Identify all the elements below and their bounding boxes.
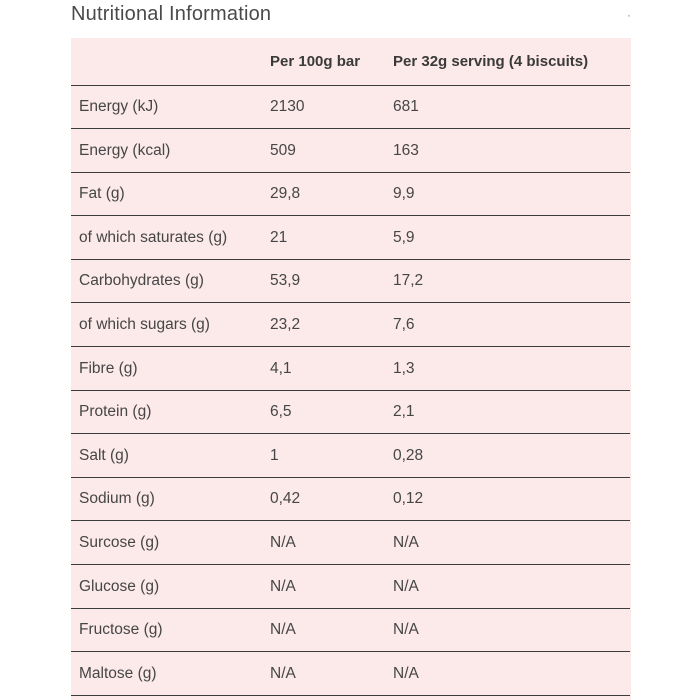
value-per-serving: N/A <box>393 534 419 551</box>
nutrient-name: Energy (kJ) <box>79 98 159 115</box>
table-row <box>71 130 630 173</box>
value-per-100g: N/A <box>270 578 296 595</box>
value-per-serving: 1,3 <box>393 360 415 377</box>
value-per-100g: 1 <box>270 447 279 464</box>
value-per-100g: N/A <box>270 621 296 638</box>
nutrient-name: Glucose (g) <box>79 578 160 595</box>
value-per-serving: 17,2 <box>393 272 424 289</box>
nutrient-name: Sodium (g) <box>79 490 155 507</box>
nutrient-name: Protein (g) <box>79 403 152 420</box>
nutrient-name: Maltose (g) <box>79 665 157 682</box>
value-per-100g: 2130 <box>270 98 305 115</box>
table-row <box>71 566 630 609</box>
table-row <box>71 217 630 260</box>
table-row <box>71 173 630 216</box>
nutrient-name: of which sugars (g) <box>79 316 210 333</box>
table-row <box>71 348 630 391</box>
nutrient-name: Fat (g) <box>79 185 125 202</box>
value-per-serving: 163 <box>393 142 419 159</box>
value-per-100g: N/A <box>270 665 296 682</box>
value-per-100g: 509 <box>270 142 296 159</box>
value-per-serving: 0,12 <box>393 490 424 507</box>
nutrient-name: of which saturates (g) <box>79 229 228 246</box>
value-per-serving: 5,9 <box>393 229 415 246</box>
nutrient-name: Salt (g) <box>79 447 129 464</box>
nutrient-name: Fructose (g) <box>79 621 163 638</box>
corner-dot-icon: · <box>627 8 631 22</box>
value-per-serving: N/A <box>393 665 419 682</box>
value-per-100g: 23,2 <box>270 316 301 333</box>
header-per-serving: Per 32g serving (4 biscuits) <box>393 53 589 70</box>
table-row <box>71 304 630 347</box>
value-per-100g: N/A <box>270 534 296 551</box>
table-row <box>71 653 630 696</box>
value-per-serving: N/A <box>393 621 419 638</box>
table-row <box>71 86 630 129</box>
value-per-serving: 2,1 <box>393 403 415 420</box>
nutrient-name: Surcose (g) <box>79 534 160 551</box>
table-row <box>71 260 630 303</box>
table-row <box>71 435 630 478</box>
value-per-serving: 0,28 <box>393 447 424 464</box>
nutrient-name: Energy (kcal) <box>79 142 171 159</box>
table-row <box>71 478 630 521</box>
table-row <box>71 522 630 565</box>
table-row <box>71 609 630 652</box>
value-per-100g: 0,42 <box>270 490 301 507</box>
header-per-100g: Per 100g bar <box>270 53 361 70</box>
value-per-serving: 7,6 <box>393 316 415 333</box>
value-per-serving: 9,9 <box>393 185 415 202</box>
value-per-serving: 681 <box>393 98 419 115</box>
value-per-100g: 29,8 <box>270 185 301 202</box>
value-per-100g: 4,1 <box>270 360 292 377</box>
value-per-100g: 6,5 <box>270 403 292 420</box>
value-per-100g: 21 <box>270 229 288 246</box>
value-per-serving: N/A <box>393 578 419 595</box>
nutrition-table <box>71 38 631 700</box>
value-per-100g: 53,9 <box>270 272 301 289</box>
table-header-row <box>71 38 630 86</box>
page-title: Nutritional Information <box>71 3 272 25</box>
table-row <box>71 391 630 434</box>
nutrient-name: Fibre (g) <box>79 360 138 377</box>
nutrient-name: Carbohydrates (g) <box>79 272 204 289</box>
